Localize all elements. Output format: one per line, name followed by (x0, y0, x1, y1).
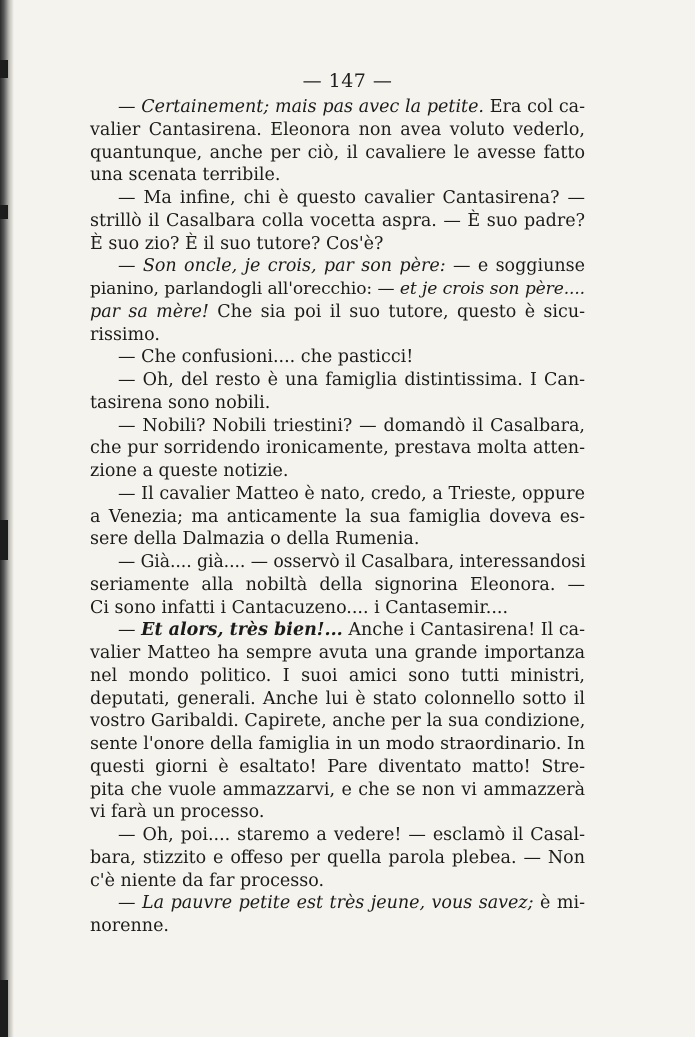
text-line: deputati, generali. Anche lui è stato colonnello sotto il (90, 688, 585, 709)
text-line: seriamente alla nobiltà della signorina Eleonora. — (90, 574, 585, 595)
text-line: — Il cavalier Matteo è nato, credo, a Trieste, oppure (118, 483, 585, 504)
text-line: norenne. (90, 916, 169, 936)
text-line: — Già.... già.... — osservò il Casalbara, interessandosi (118, 552, 586, 572)
text-line: vi farà un processo. (90, 802, 265, 823)
text-line: — Che confusioni.... che pasticci! (118, 347, 414, 368)
text-line: zione a queste notizie. (90, 461, 289, 481)
text-line: strillò il Casalbara colla vocetta aspra. — È suo padre? (90, 210, 585, 231)
body-text (90, 96, 585, 938)
text-line: questi giorni è esaltato! Pare diventato matto! Stre- (90, 756, 585, 777)
text-line: pita che vuole ammazzarvi, e che se non vi ammazzerà (90, 779, 585, 800)
text-line: — Certainement; mais pas avec la petite. Era col ca- (118, 97, 585, 117)
text-line: sere della Dalmazia o della Rumenia. (90, 529, 420, 550)
text-line: valier Matteo ha sempre avuta una grande importanza (90, 643, 585, 663)
page-number: — 147 — (302, 70, 393, 92)
binding-mark (0, 980, 8, 1037)
binding-mark (0, 205, 8, 219)
text-line: par sa mère! Che sia poi il suo tutore, questo è sicu- (90, 301, 585, 322)
text-line: — Et alors, très bien!... Anche i Cantasirena! Il ca- (118, 620, 585, 641)
text-line: valier Cantasirena. Eleonora non avea voluto vederlo, (90, 119, 585, 140)
text-line: — La pauvre petite est très jeune, vous savez; è mi- (118, 893, 585, 914)
text-line: È suo zio? È il suo tutore? Cos'è? (90, 233, 384, 254)
binding-edge-shadow (0, 0, 14, 1037)
text-line: sente l'onore della famiglia in un modo straordinario. In (90, 734, 585, 754)
binding-mark (0, 520, 8, 560)
text-line: tasirena sono nobili. (90, 392, 271, 413)
text-line: — Nobili? Nobili triestini? — domandò il Casalbara, (118, 415, 585, 436)
text-line: Ci sono infatti i Cantacuzeno.... i Cantasemir.... (90, 597, 509, 618)
text-line: — Son oncle, je crois, par son père: — e soggiunse (118, 256, 585, 277)
text-line: nel mondo politico. I suoi amici sono tutti ministri, (90, 665, 585, 686)
text-line: una scenata terribile. (90, 165, 281, 186)
text-line: — Ma infine, chi è questo cavalier Cantasirena? — (118, 188, 585, 208)
text-line: rissimo. (90, 324, 160, 345)
text-line: bara, stizzito e offeso per quella parola plebea. — Non (90, 847, 585, 868)
text-line: che pur sorridendo ironicamente, prestava molta atten- (90, 438, 585, 459)
text-line: pianino, parlandogli all'orecchio: — et je crois son père.... (90, 279, 585, 299)
text-line: quantunque, anche per ciò, il cavaliere le avesse fatto (90, 142, 585, 163)
text-line: a Venezia; ma anticamente la sua famiglia doveva es- (90, 506, 585, 527)
text-line: — Oh, poi.... staremo a vedere! — esclamò il Casal- (118, 825, 585, 845)
text-line: vostro Garibaldi. Capirete, anche per la sua condizione, (90, 711, 586, 732)
text-line: c'è niente da far processo. (90, 870, 325, 891)
text-line: — Oh, del resto è una famiglia distintissima. I Can- (118, 370, 585, 390)
